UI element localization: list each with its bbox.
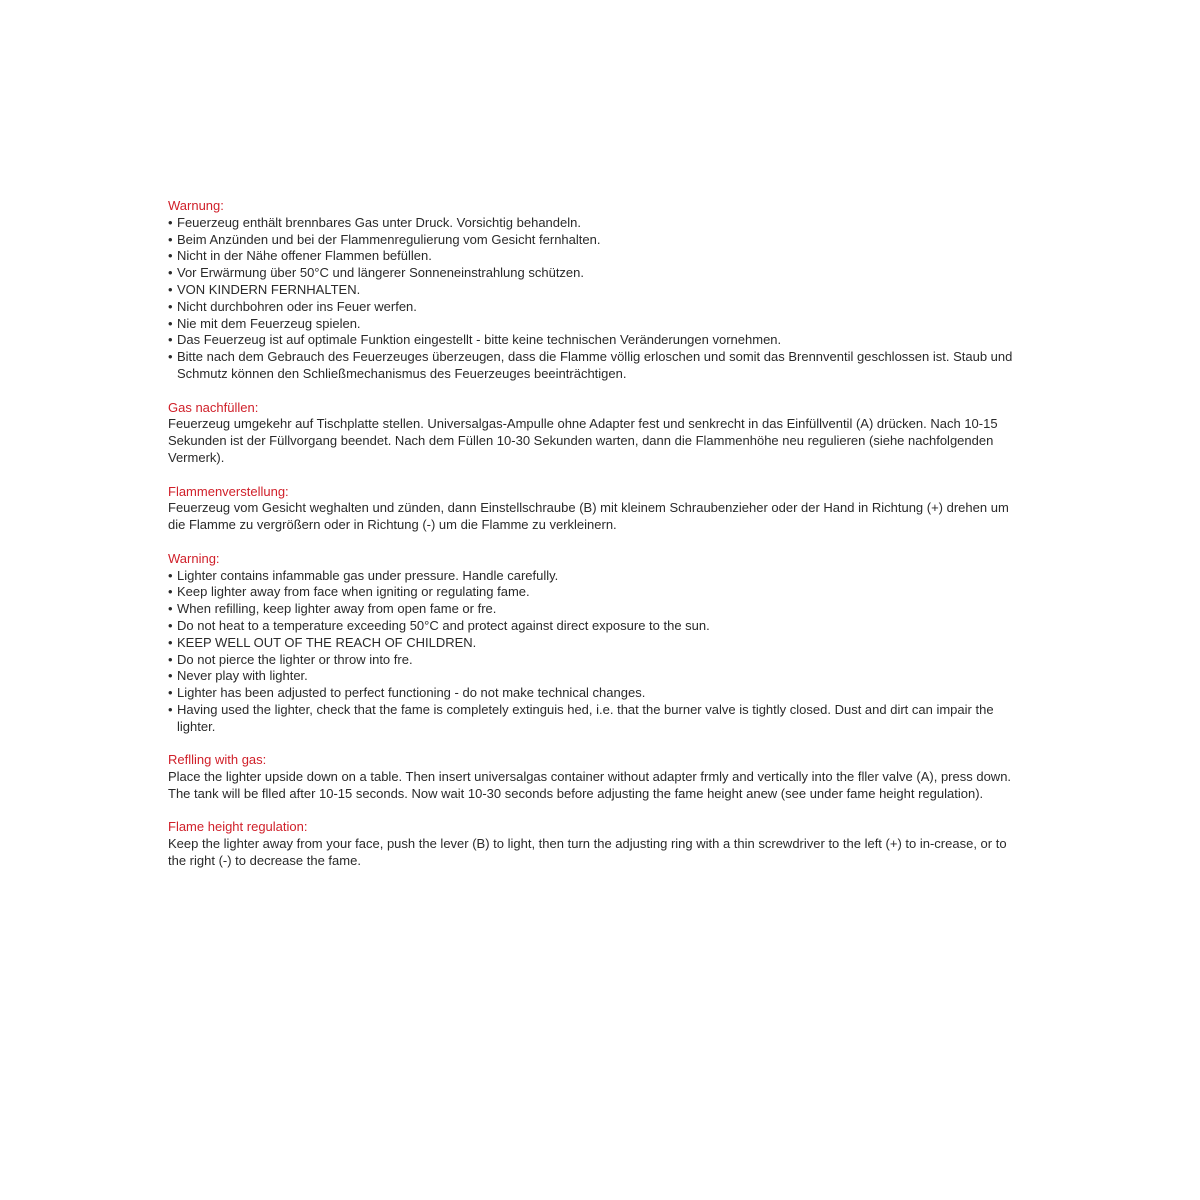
list-item: • Lighter has been adjusted to perfect functioning - do not make technical changes. (168, 685, 1018, 702)
section-paragraph: Feuerzeug umgekehr auf Tischplatte stellen. Universalgas-Ampulle ohne Adapter fest und senkrecht in das Einfüllventil (A) drücken. Nach 10-15 Sekunden ist der Füllvorgang beendet. Nach dem Füllen 10-30 Sekunden warten, dann die Flammenhöhe neu regulieren (siehe nachfolgenden Vermerk). (168, 416, 998, 465)
list-item: • Das Feuerzeug ist auf optimale Funktion eingestellt - bitte keine technischen Veränderungen vornehmen. (168, 332, 1018, 349)
list-item: • Nicht durchbohren oder ins Feuer werfen. (168, 299, 1018, 316)
section-heading: Flammenverstellung: (168, 483, 289, 499)
list-item: • Do not heat to a temperature exceeding 50°C and protect against direct exposure to the sun. (168, 618, 1018, 635)
instruction-document (168, 198, 1018, 887)
section-heading: Warnung: (168, 198, 224, 213)
list-item: • Nicht in der Nähe offener Flammen befüllen. (168, 248, 1018, 265)
section-paragraph: Feuerzeug vom Gesicht weghalten und zünden, dann Einstellschraube (B) mit kleinem Schraubenzieher oder der Hand in Richtung (+) drehen um die Flamme zu vergrößern oder in Richtung (-) um die Flamme zu verkleinern. (168, 500, 1009, 533)
section-heading: Flame height regulation: (168, 819, 308, 835)
list-item: • VON KINDERN FERNHALTEN. (168, 282, 1018, 299)
section-heading: Warning: (168, 550, 220, 566)
bullet-list (168, 215, 1018, 383)
list-item: • Having used the lighter, check that the fame is completely extinguis hed, i.e. that the burner valve is tightly closed. Dust and dirt can impair the lighter. (168, 702, 1018, 736)
list-item: • Lighter contains infammable gas under pressure. Handle carefully. (168, 568, 1018, 585)
list-item: • Nie mit dem Feuerzeug spielen. (168, 316, 1018, 333)
section-paragraph: Keep the lighter away from your face, push the lever (B) to light, then turn the adjusting ring with a thin screwdriver to the left (+) to in-crease, or to the right (-) to decrease the fame. (168, 836, 1007, 869)
bullet-list (168, 568, 1018, 736)
section-paragraph: Place the lighter upside down on a table. Then insert universalgas container without adapter frmly and vertically into the fller valve (A), press down. The tank will be flled after 10-15 seconds. Now wait 10-30 seconds before adjusting the fame height anew (see under fame height regulation). (168, 769, 1012, 801)
list-item: • Vor Erwärmung über 50°C und längerer Sonneneinstrahlung schützen. (168, 265, 1018, 282)
list-item: • Bitte nach dem Gebrauch des Feuerzeuges überzeugen, dass die Flamme völlig erloschen und somit das Brennventil geschlossen ist. Staub und Schmutz können den Schließmechanismus des Feuerzeuges beeinträchtigen. (168, 349, 1018, 383)
section-flame-height (168, 819, 1018, 869)
section-warnung (168, 198, 1018, 383)
list-item: • When refilling, keep lighter away from open fame or fre. (168, 601, 1018, 618)
list-item: • Do not pierce the lighter or throw into fre. (168, 652, 1018, 669)
list-item: • Never play with lighter. (168, 668, 1018, 685)
section-refilling (168, 752, 1018, 802)
section-warning (168, 551, 1018, 736)
section-flammenverstellung (168, 484, 1018, 534)
list-item: • Feuerzeug enthält brennbares Gas unter Druck. Vorsichtig behandeln. (168, 215, 1018, 232)
list-item: • Beim Anzünden und bei der Flammenregulierung vom Gesicht fernhalten. (168, 232, 1018, 249)
section-heading: Gas nachfüllen: (168, 399, 259, 415)
section-heading: Reflling with gas: (168, 752, 267, 768)
section-gas-nachfuellen (168, 400, 1018, 467)
list-item: • KEEP WELL OUT OF THE REACH OF CHILDREN. (168, 635, 1018, 652)
list-item: • Keep lighter away from face when igniting or regulating fame. (168, 584, 1018, 601)
